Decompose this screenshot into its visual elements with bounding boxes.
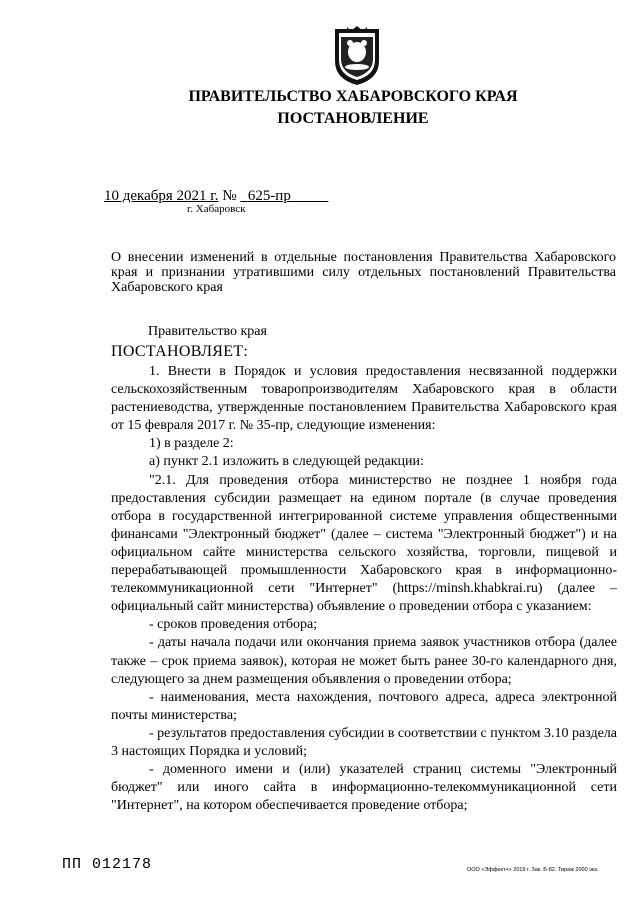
print-imprint: ООО «Эффект+» 2019 г. Зак. Б-82. Тираж 2000 экз. [467,867,599,873]
document-body [111,363,617,815]
paragraph: 1. Внести в Порядок и условия предоставления несвязанной поддержки сельскохозяйственным товаропроизводителям Хабаровского края в области растениеводства, утвержденные постановлением Правительства Хабаровского края от 15 февраля 2017 г. № 35-пр, следующие изменения: [111,364,617,434]
paragraph: - сроков проведения отбора; [149,617,318,633]
city: г. Хабаровск [187,203,246,215]
document-number [240,188,328,204]
paragraph: - наименования, места нахождения, почтового адреса, адреса электронной почты министерства; [111,689,617,723]
document-subject: О внесении изменений в отдельные постановления Правительства Хабаровского края и признании утратившими силу отдельных постановлений Правительства Хабаровского края [111,250,616,295]
coat-of-arms-icon [331,25,383,87]
document-number-value: 625-пр [247,188,291,204]
paragraph: "2.1. Для проведения отбора министерство не позднее 1 ноября года предоставления субсидии размещает на едином портале (в случае проведения отбора в государственной интегрированной системе управления общественными финансами "Электронный бюджет" (далее – система "Электронный бюджет") и на официальном сайте министерства сельского хозяйства, торговли, пищевой и перерабатывающей промышленности Хабаровского края в информационно-телекоммуникационной сети "Интернет" (https://minsh.khabkrai.ru) (далее – официальный сайт министерства) объявление о проведении отбора с указанием: [111,472,617,615]
number-sign: № [222,188,237,204]
form-serial-number: ПП 012178 [62,856,153,873]
government-title: ПРАВИТЕЛЬСТВО ХАБАРОВСКОГО КРАЯ [188,88,518,105]
preamble: Правительство края [148,324,267,339]
paragraph: а) пункт 2.1 изложить в следующей редакции: [149,454,424,470]
document-type: ПОСТАНОВЛЕНИЕ [277,110,429,127]
document-date: 10 декабря 2021 г. [104,188,219,204]
paragraph: 1) в разделе 2: [149,436,234,452]
paragraph: - доменного имени и (или) указателей страниц системы "Электронный бюджет" или иного сайта в информационно-телекоммуникационной сети "Интернет", на котором обеспечивается проведение отбора; [111,762,617,814]
decree-word: ПОСТАНОВЛЯЕТ: [111,343,249,360]
paragraph: - даты начала подачи или окончания приема заявок участников отбора (далее также – срок приема заявок), которая не может быть ранее 30-го календарного дня, следующего за днем размещения объявления о проведении отбора; [111,635,617,687]
paragraph: - результатов предоставления субсидии в соответствии с пунктом 3.10 раздела 3 настоящих Порядка и условий; [111,725,617,759]
